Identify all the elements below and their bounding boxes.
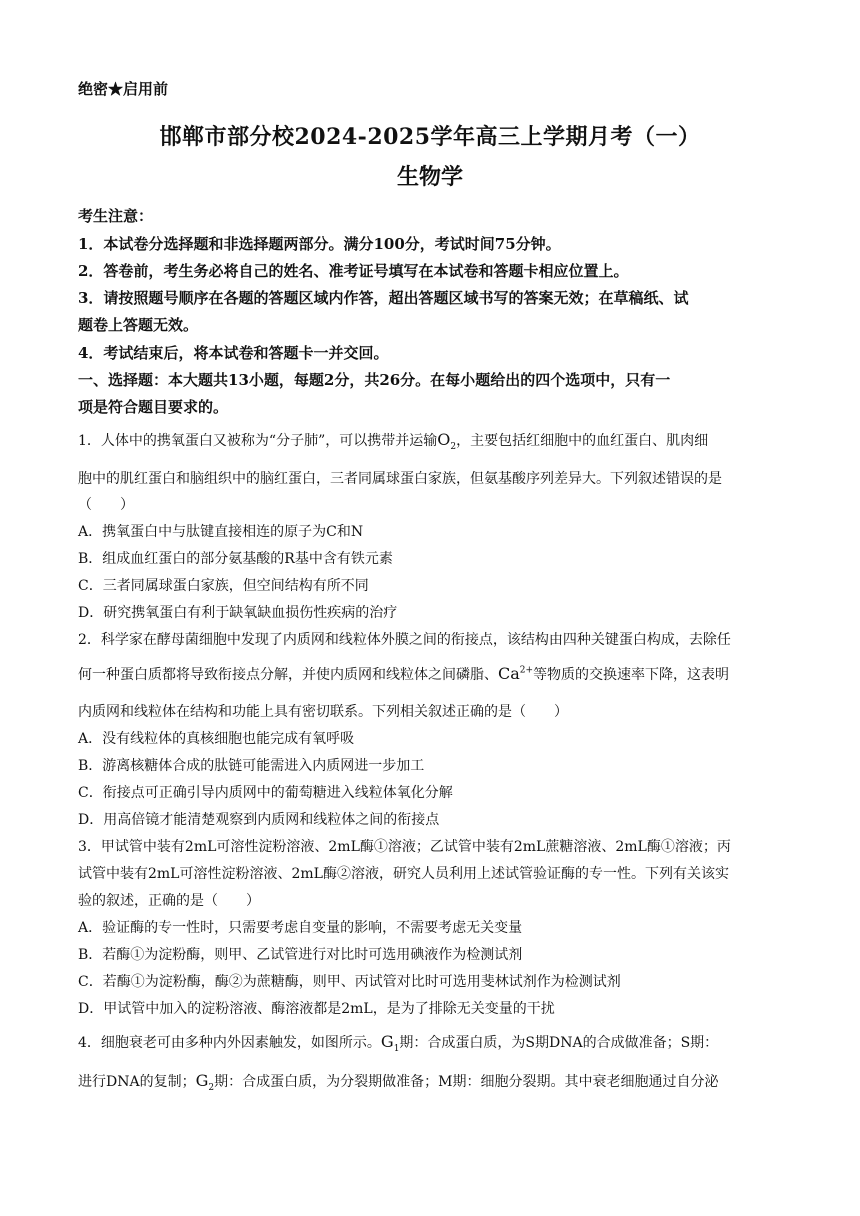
question-4-text: 4．细胞衰老可由多种内外因素触发，如图所示。: [78, 1035, 381, 1051]
option-c: C．若酶①为淀粉酶，酶②为蔗糖酶，则甲、丙试管对比时可选用斐林试剂作为检测试剂: [78, 974, 621, 990]
question-3-line: 验的叙述，正确的是（ ）: [78, 893, 260, 909]
g1-phase-label: $G_1$: [380, 1032, 400, 1055]
notice-item: 1．本试卷分选择题和非选择题两部分。满分100分，考试时间75分钟。: [78, 235, 561, 253]
notice-item: 2．答卷前，考生务必将自己的姓名、准考证号填写在本试卷和答题卡相应位置上。: [78, 262, 629, 280]
section-heading: 一、选择题：本大题共13小题，每题2分，共26分。在每小题给出的四个选项中，只有一: [78, 371, 671, 389]
option-d: D．甲试管中加入的淀粉溶液、酶溶液都是2mL，是为了排除无关变量的干扰: [78, 1001, 555, 1017]
question-2-text: 等物质的交换速率下降，这表明: [533, 667, 730, 683]
question-4-text: 进行DNA的复制；: [78, 1074, 196, 1090]
subject-title: 生物学: [396, 164, 463, 190]
question-2-line: [78, 664, 782, 684]
option-c: C．衔接点可正确引导内质网中的葡萄糖进入线粒体氧化分解: [78, 785, 453, 801]
question-1-line: 胞中的肌红蛋白和脑组织中的脑红蛋白，三者同属球蛋白家族，但氨基酸序列差异大。下列叙述错误的是: [78, 471, 722, 487]
option-d: D．研究携氧蛋白有利于缺氧缺血损伤性疾病的治疗: [78, 605, 398, 621]
notice-item: 题卷上答题无效。: [78, 316, 199, 334]
option-d: D．用高倍镜才能清楚观察到内质网和线粒体之间的衔接点: [78, 812, 440, 828]
calcium-ion-formula: $Ca^{2+}$: [498, 664, 534, 683]
option-a: A．验证酶的专一性时，只需要考虑自变量的影响，不需要考虑无关变量: [78, 920, 523, 936]
notice-item: 3．请按照题号顺序在各题的答题区域内作答，超出答题区域书写的答案无效；在草稿纸、试: [78, 289, 689, 307]
question-2-text: 何一种蛋白质都将导致衔接点分解，并使内质网和线粒体之间磷脂、: [78, 667, 498, 683]
question-3-line: 试管中装有2mL可溶性淀粉溶液、2mL酶②溶液，研究人员利用上述试管验证酶的专一性。下列有关该实: [78, 866, 729, 882]
option-b: B．游离核糖体合成的肽链可能需进入内质网进一步加工: [78, 758, 425, 774]
question-2-line: 2．科学家在酵母菌细胞中发现了内质网和线粒体外膜之间的衔接点，该结构由四种关键蛋白构成，去除任: [78, 632, 731, 648]
question-1-text: ，主要包括红细胞中的血红蛋白、肌肉细: [456, 433, 709, 449]
question-4-line: [78, 1071, 782, 1093]
confidential-mark: 绝密★启用前: [78, 80, 169, 98]
option-c: C．三者同属球蛋白家族，但空间结构有所不同: [78, 578, 369, 594]
answer-blank: （ ）: [78, 497, 134, 513]
oxygen-formula: $O_2$: [437, 430, 457, 453]
section-heading-cont: 项是符合题目要求的。: [78, 398, 229, 416]
exam-title: 邯郸市部分校2024-2025学年高三上学期月考（一）: [159, 124, 701, 150]
question-1-text: 1．人体中的携氧蛋白又被称为“分子肺”，可以携带并运输: [78, 433, 438, 449]
question-4-text: 期：合成蛋白质，为S期DNA的合成做准备；S期：: [399, 1035, 719, 1051]
g2-phase-label: $G_2$: [195, 1071, 215, 1094]
question-1-line: [78, 430, 782, 452]
notice-item: 4．考试结束后，将本试卷和答题卡一并交回。: [78, 344, 389, 362]
notice-heading: 考生注意：: [78, 207, 154, 225]
option-b: B．组成血红蛋白的部分氨基酸的R基中含有铁元素: [78, 551, 393, 567]
option-b: B．若酶①为淀粉酶，则甲、乙试管进行对比时可选用碘液作为检测试剂: [78, 947, 523, 963]
question-4-text: 期：合成蛋白质，为分裂期做准备；M期：细胞分裂期。其中衰老细胞通过自分泌: [214, 1074, 719, 1090]
option-a: A．没有线粒体的真核细胞也能完成有氧呼吸: [78, 731, 355, 747]
option-a: A．携氧蛋白中与肽键直接相连的原子为C和N: [78, 524, 364, 540]
question-3-line: 3．甲试管中装有2mL可溶性淀粉溶液、2mL酶①溶液；乙试管中装有2mL蔗糖溶液、2mL酶①溶液；丙: [78, 839, 731, 855]
question-2-line: 内质网和线粒体在结构和功能上具有密切联系。下列相关叙述正确的是（ ）: [78, 704, 568, 720]
question-4-line: [78, 1032, 782, 1054]
